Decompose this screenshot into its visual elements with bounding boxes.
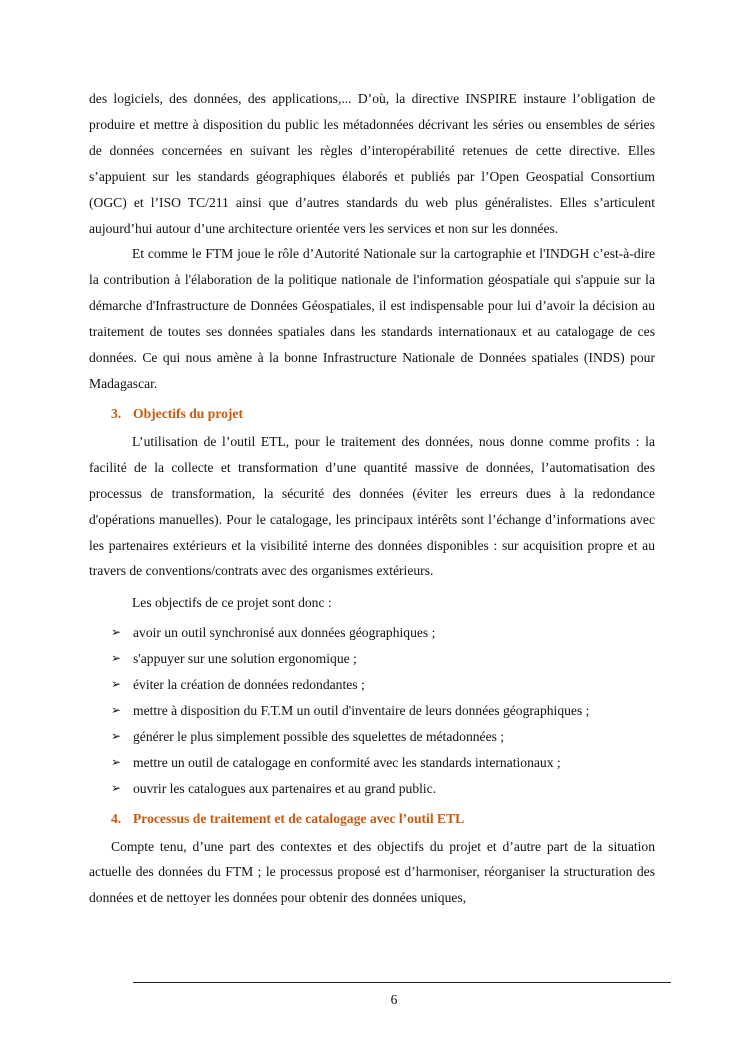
- arrow-bullet-icon: ➢: [111, 780, 122, 795]
- arrow-bullet-icon: ➢: [111, 702, 122, 717]
- section-4-heading: [111, 807, 655, 831]
- page-content: [89, 86, 655, 911]
- list-item: ➢ générer le plus simplement possible des squelettes de métadonnées ;: [111, 724, 655, 750]
- arrow-bullet-icon: ➢: [111, 728, 122, 743]
- paragraph-inspire: des logiciels, des données, des applications,... D’où, la directive INSPIRE instaure l’obligation de produire et mettre à disposition du public les métadonnées décrivant les séries ou ensembles de séries de données concernées en suivant les règles d’interopérabilité retenues de cette directive. Elles s’appuient sur les standards géographiques élaborés et publiés par l’Open Geospatial Consortium (OGC) et l’ISO TC/211 ainsi que d’autres standards du web plus généralistes. Elles s’articulent aujourd’hui autour d’une architecture orientée vers les services et non sur les données.: [89, 91, 655, 236]
- section-4-number: 4.: [111, 810, 122, 826]
- section-3-title: Objectifs du projet: [133, 405, 243, 421]
- paragraph-ftm-role: Et comme le FTM joue le rôle d’Autorité Nationale sur la cartographie et l'INDGH c’est-à-dire la contribution à l'élaboration de la politique nationale de l'information géospatiale qui s'appuie sur la démarche d'Infrastructure de Données Géospatiales, il est indispensable pour lui d’avoir la décision au traitement de toutes ses données spatiales dans les standards internationaux et au catalogage de ces données. Ce qui nous amène à la bonne Infrastructure Nationale de Données spatiales (INDS) pour Madagascar.: [89, 246, 655, 391]
- footer-divider: [133, 982, 671, 983]
- arrow-bullet-icon: ➢: [111, 625, 122, 640]
- objectives-intro: Les objectifs de ce projet sont donc :: [132, 595, 332, 611]
- list-item: ➢ éviter la création de données redondantes ;: [111, 672, 655, 698]
- page-number: 6: [390, 992, 398, 1007]
- arrow-bullet-icon: ➢: [111, 651, 122, 666]
- arrow-bullet-icon: ➢: [111, 754, 122, 769]
- section-3-heading: [111, 402, 655, 426]
- list-item: ➢ ouvrir les catalogues aux partenaires et au grand public.: [111, 776, 655, 802]
- arrow-bullet-icon: ➢: [111, 677, 122, 692]
- paragraph-etl-benefits: L’utilisation de l’outil ETL, pour le traitement des données, nous donne comme profits : la facilité de la collecte et transformation d’une quantité massive de données, l’automatisation des processus de transformation, la sécurité des données (éviter les erreurs dues à la redondance d'opérations manuelles). Pour le catalogage, les principaux intérêts sont l’échange d’informations avec les partenaires extérieurs et la visibilité interne des données disponibles : sur acquisition propre et au travers de conventions/contrats avec des organismes extérieurs.: [89, 433, 655, 579]
- list-item: ➢ mettre un outil de catalogage en conformité avec les standards internationaux ;: [111, 750, 655, 776]
- section-4-title: Processus de traitement et de catalogage avec l’outil ETL: [133, 810, 465, 826]
- section-3-number: 3.: [111, 405, 122, 421]
- list-item: ➢ mettre à disposition du F.T.M un outil d'inventaire de leurs données géographiques ;: [111, 698, 655, 724]
- paragraph-process: Compte tenu, d’une part des contextes et des objectifs du projet et d’autre part de la situation actuelle des données du FTM ; le processus proposé est d’harmoniser, réorganiser la structuration des données et de nettoyer les données pour obtenir des données uniques,: [89, 838, 655, 906]
- list-item: ➢ avoir un outil synchronisé aux données géographiques ;: [111, 620, 655, 646]
- list-item: ➢ s'appuyer sur une solution ergonomique ;: [111, 646, 655, 672]
- objectives-list: [89, 620, 655, 801]
